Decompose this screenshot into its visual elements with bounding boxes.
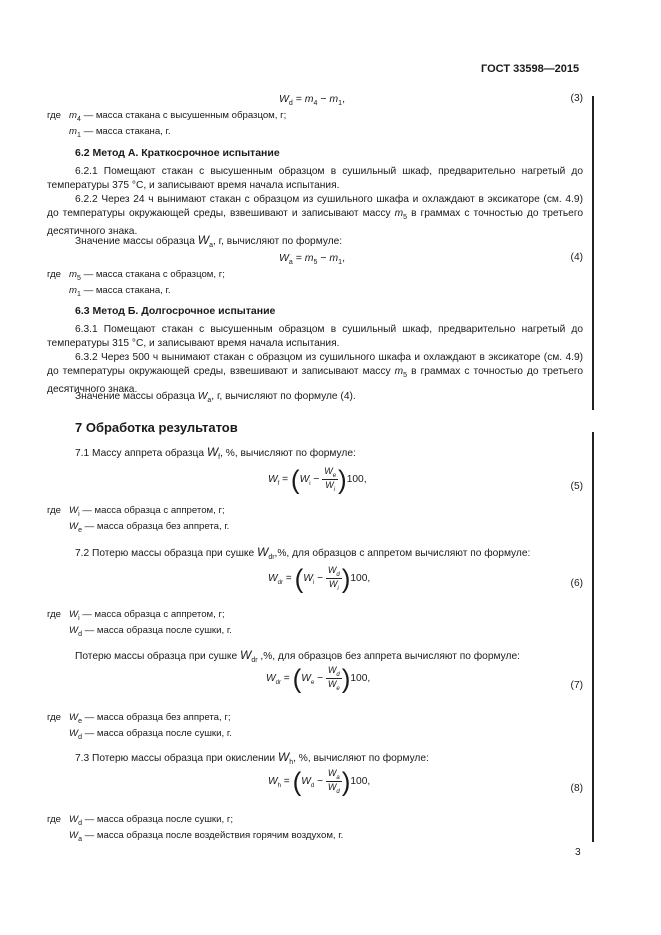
para-6-3-2: 6.3.2 Через 500 ч вынимают стакан с образцом из сушильного шкафа и охлаждают в эксикаторе (см. 4.9) до температуры окружающей среды, взвешивают и записывают массу $m_5$ в граммах с точностью до третьего десятичного знака.	[47, 352, 583, 396]
para-6-3-1: 6.3.1 Помещают стакан с высушенным образцом в сушильный шкаф, предварительно нагретый до температуры 315 °С, и записывают время начала испытания.	[47, 324, 583, 349]
para-6-3-3: Значение массы образца $W_a$, г, вычисляют по формуле (4).	[75, 391, 356, 405]
equation-7: $W_{dr} = (W_e$ − $\frac{W_d}{W_e}$ )100,	[266, 663, 371, 694]
equation-4-number: (4)	[570, 252, 583, 263]
para-7-2-b: Потерю массы образца при сушке $W_{dr}$ ,%, для образцов без аппрета вычисляют по формуле:	[75, 648, 520, 665]
where-list-5: где $W_i$ — масса образца с аппретом, г; $W_e$ — масса образца без аппрета, г.	[47, 505, 230, 535]
revision-bar-top	[592, 96, 594, 410]
equation-4: $W_a = m_5 - m_1$,	[279, 252, 345, 267]
para-7-1: 7.1 Массу аппрета образца $W_f$, %, вычисляют по формуле:	[75, 445, 356, 462]
page-number: 3	[575, 847, 581, 858]
where-list-6: где $W_i$ — масса образца с аппретом, г; $W_d$ — масса образца после сушки, г.	[47, 609, 232, 639]
section-7-title: 7 Обработка результатов	[75, 420, 238, 435]
where-list-3: где $m_4$ — масса стакана с высушенным образцом, г; $m_1$ — масса стакана, г.	[47, 110, 287, 140]
para-6-2-3: Значение массы образца $W_a$, г, вычисляют по формуле:	[75, 233, 343, 250]
equation-5-number: (5)	[570, 481, 583, 492]
equation-3: $W_d = m_4 - m_1$,	[279, 93, 345, 108]
where-list-8: где $W_d$ — масса образца после сушки, г; $W_a$ — масса образца после воздействия горячим воздухом, г.	[47, 814, 344, 844]
where-list-7: где $W_e$ — масса образца без аппрета, г; $W_d$ — масса образца после сушки, г.	[47, 712, 232, 742]
section-6-3-title: 6.3 Метод Б. Долгосрочное испытание	[75, 305, 276, 317]
para-6-2-1: 6.2.1 Помещают стакан с высушенным образцом в сушильный шкаф, предварительно нагретый до температуры 375 °С, и записывают время начала испытания.	[47, 166, 583, 191]
section-6-2-title: 6.2 Метод А. Краткосрочное испытание	[75, 147, 280, 159]
equation-6: $W_{dr} = (W_i$ − $\frac{W_d}{W_i}$ )100,	[268, 563, 371, 594]
para-6-2-2: 6.2.2 Через 24 ч вынимают стакан с образцом из сушильного шкафа и охлаждают в эксикаторе (см. 4.9) до температуры окружающей среды, взвешивают и записывают массу $m_5$ в граммах с точностью до третьего десятичного знака.	[47, 194, 583, 238]
revision-bar-bottom	[592, 432, 594, 842]
equation-6-number: (6)	[570, 578, 583, 589]
equation-5: $W_f = (W_i$ − $\frac{W_e}{W_i}$ )100,	[268, 464, 367, 495]
equation-3-number: (3)	[570, 93, 583, 104]
equation-8-number: (8)	[570, 783, 583, 794]
para-7-2: 7.2 Потерю массы образца при сушке $W_{dr},\%$, для образцов с аппретом вычисляют по формуле:	[75, 545, 531, 562]
para-7-3: 7.3 Потерю массы образца при окислении $W_h$, %, вычисляют по формуле:	[75, 750, 429, 767]
standard-header: ГОСТ 33598—2015	[481, 63, 580, 75]
where-list-4: где $m_5$ — масса стакана с образцом, г; $m_1$ — масса стакана, г.	[47, 269, 225, 299]
equation-8: $W_h = (W_d$ − $\frac{W_a}{W_d}$ )100,	[268, 766, 371, 797]
equation-7-number: (7)	[570, 680, 583, 691]
